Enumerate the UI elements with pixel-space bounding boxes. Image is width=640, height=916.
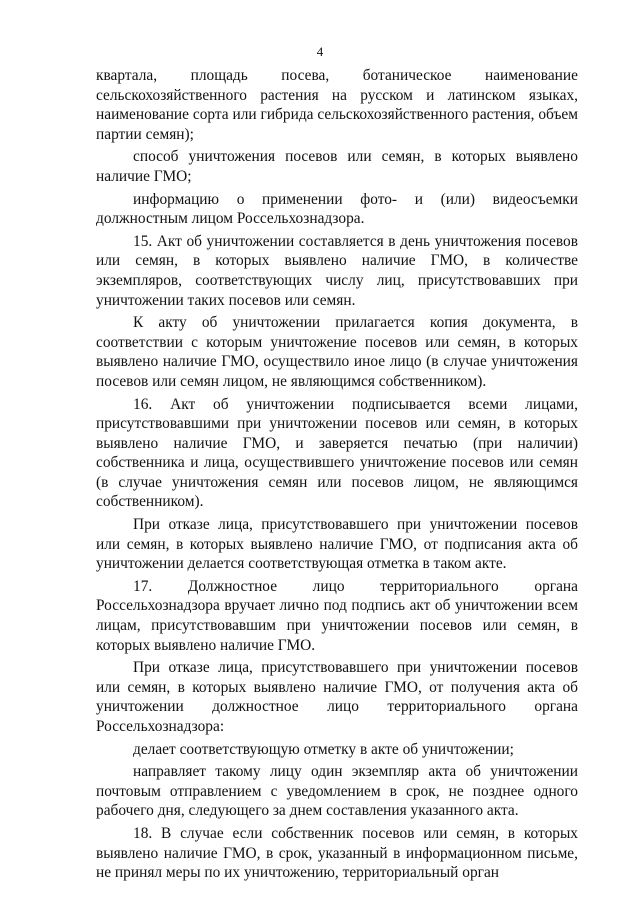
paragraph-continuation: квартала, площадь посева, ботаническое наименование сельскохозяйственного растения на русском и латинском языках, наименование сорта или гибрида сельскохозяйственного растения, объем партии семян);: [96, 67, 578, 143]
paragraph-16-refusal: При отказе лица, присутствовавшего при уничтожении посевов или семян, в которых выявлено наличие ГМО, от подписания акта об уничтожении делается соответствующая отметка в таком акте.: [96, 516, 578, 573]
paragraph-destruction-method: способ уничтожения посевов или семян, в которых выявлено наличие ГМО;: [96, 148, 578, 185]
paragraph-18: 18. В случае если собственник посевов или семян, в которых выявлено наличие ГМО, в срок, указанный в информационном письме, не принял меры по их уничтожению, территориальный орган: [96, 824, 578, 882]
paragraph-15-attachment: К акту об уничтожении прилагается копия документа, в соответствии с которым уничтожение посевов или семян, в которых выявлено наличие ГМО, осуществило иное лицо (в случае уничтожения посевов или семян лицом, не являющимся собственником).: [96, 314, 578, 390]
paragraph-17-refusal: При отказе лица, присутствовавшего при уничтожении посевов или семян, в которых выявлено наличие ГМО, от получения акта об уничтожении должностное лицо территориального органа Россельхознадзора:: [96, 659, 578, 735]
paragraph-17-mail: направляет такому лицу один экземпляр акта об уничтожении почтовым отправлением с уведомлением в срок, не позднее одного рабочего дня, следующего за днем составления указанного акта.: [96, 763, 578, 820]
paragraph-17-mark: делает соответствующую отметку в акте об уничтожении;: [133, 740, 514, 758]
paragraph-15: 15. Акт об уничтожении составляется в день уничтожения посевов или семян, в которых выявлено наличие ГМО, в количестве экземпляров, соответствующих числу лиц, присутствовавших при уничтожении таких посевов или семян.: [96, 232, 578, 309]
paragraph-17: 17. Должностное лицо территориального органа Россельхознадзора вручает лично под подпись акт об уничтожении всем лицам, присутствовавшим при уничтожении посевов или семян, в которых выявлено наличие ГМО.: [96, 577, 578, 654]
document-body: [96, 66, 578, 886]
page-number: 4: [316, 44, 324, 59]
paragraph-photo-video-info: информацию о применении фото- и (или) видеосъемки должностным лицом Россельхознадзора.: [96, 190, 578, 228]
paragraph-16: 16. Акт об уничтожении подписывается всеми лицами, присутствовавшими при уничтожении посевов или семян, в которых выявлено наличие ГМО, и заверяется печатью (при наличии) собственника и лица, осуществившего уничтожение посевов или семян (в случае уничтожения семян или посевов лицом, не являющимся собственником).: [96, 395, 578, 511]
